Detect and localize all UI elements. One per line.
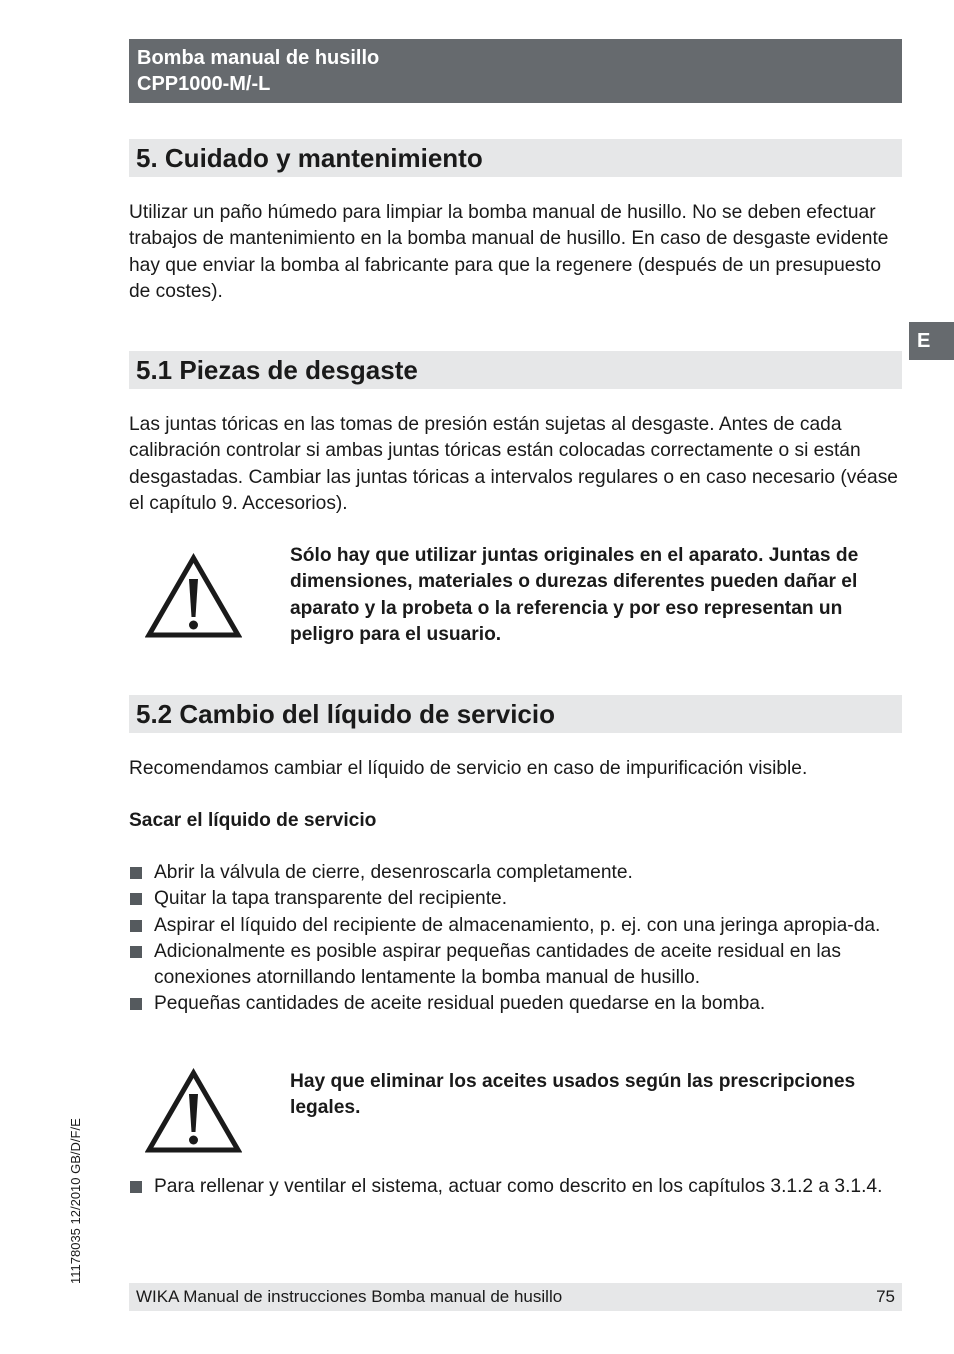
list-item: Aspirar el líquido del recipiente de almacenamiento, p. ej. con una jeringa apropia-da.: [129, 913, 904, 939]
section-5-2-intro: Recomendamos cambiar el líquido de servicio en caso de impurificación visible.: [129, 758, 808, 779]
list-item: Quitar la tapa transparente del recipiente.: [129, 886, 904, 912]
document-header: [129, 39, 902, 103]
bullet-square-icon: [130, 1181, 142, 1193]
bullet-square-icon: [130, 867, 142, 879]
list-item: Abrir la válvula de cierre, desenroscarla completamente.: [129, 860, 904, 886]
page-footer: [129, 1283, 902, 1311]
document-code: 11178035 12/2010 GB/D/F/E: [68, 1118, 83, 1284]
warning-triangle-icon: [145, 1068, 242, 1154]
section-5-2-heading: 5.2 Cambio del líquido de servicio: [129, 695, 902, 733]
header-title: Bomba manual de husillo: [137, 47, 380, 69]
warning-original-seals: Sólo hay que utilizar juntas originales en el aparato. Juntas de dimensiones, materiales o durezas diferentes pueden dañar el aparato y la probeta o la referencia y por eso representan un peligro para el usuario.: [290, 545, 859, 645]
language-tab: E: [909, 322, 954, 360]
header-model: CPP1000-M/-L: [137, 73, 271, 95]
bullet-square-icon: [130, 946, 142, 958]
page-number: 75: [876, 1287, 895, 1306]
footer-title: WIKA Manual de instrucciones Bomba manual de husillo: [136, 1287, 563, 1306]
section-5-body: Utilizar un paño húmedo para limpiar la bomba manual de husillo. No se deben efectuar trabajos de mantenimiento en la bomba manual de husillo. En caso de desgaste evidente hay que enviar la bomba al fabricante para que la regenere (después de un presupuesto de costes).: [129, 202, 889, 302]
drain-steps-list: [129, 860, 904, 1018]
warning-triangle-icon: [145, 553, 242, 639]
refill-steps-list: [129, 1174, 904, 1200]
bullet-square-icon: [130, 998, 142, 1010]
bullet-square-icon: [130, 893, 142, 905]
list-item: Pequeñas cantidades de aceite residual pueden quedarse en la bomba.: [129, 991, 904, 1017]
section-5-1-body: Las juntas tóricas en las tomas de presión están sujetas al desgaste. Antes de cada calibración controlar si ambas juntas tóricas están colocadas correctamente o si están desgastadas. Cambiar las juntas tóricas a intervalos regulares o en caso necesario (véase el capítulo 9. Accesorios).: [129, 414, 898, 514]
section-5-heading: 5. Cuidado y mantenimiento: [129, 139, 902, 177]
list-item: Para rellenar y ventilar el sistema, actuar como descrito en los capítulos 3.1.2 a 3.1.4.: [129, 1174, 904, 1200]
warning-used-oil-disposal: Hay que eliminar los aceites usados según las prescripciones legales.: [290, 1071, 856, 1119]
list-item: Adicionalmente es posible aspirar pequeñas cantidades de aceite residual en las conexiones atornillando lentamente la bomba manual de husillo.: [129, 939, 904, 992]
section-5-2-subheading: Sacar el líquido de servicio: [129, 810, 377, 831]
bullet-square-icon: [130, 920, 142, 932]
section-5-1-heading: 5.1 Piezas de desgaste: [129, 351, 902, 389]
